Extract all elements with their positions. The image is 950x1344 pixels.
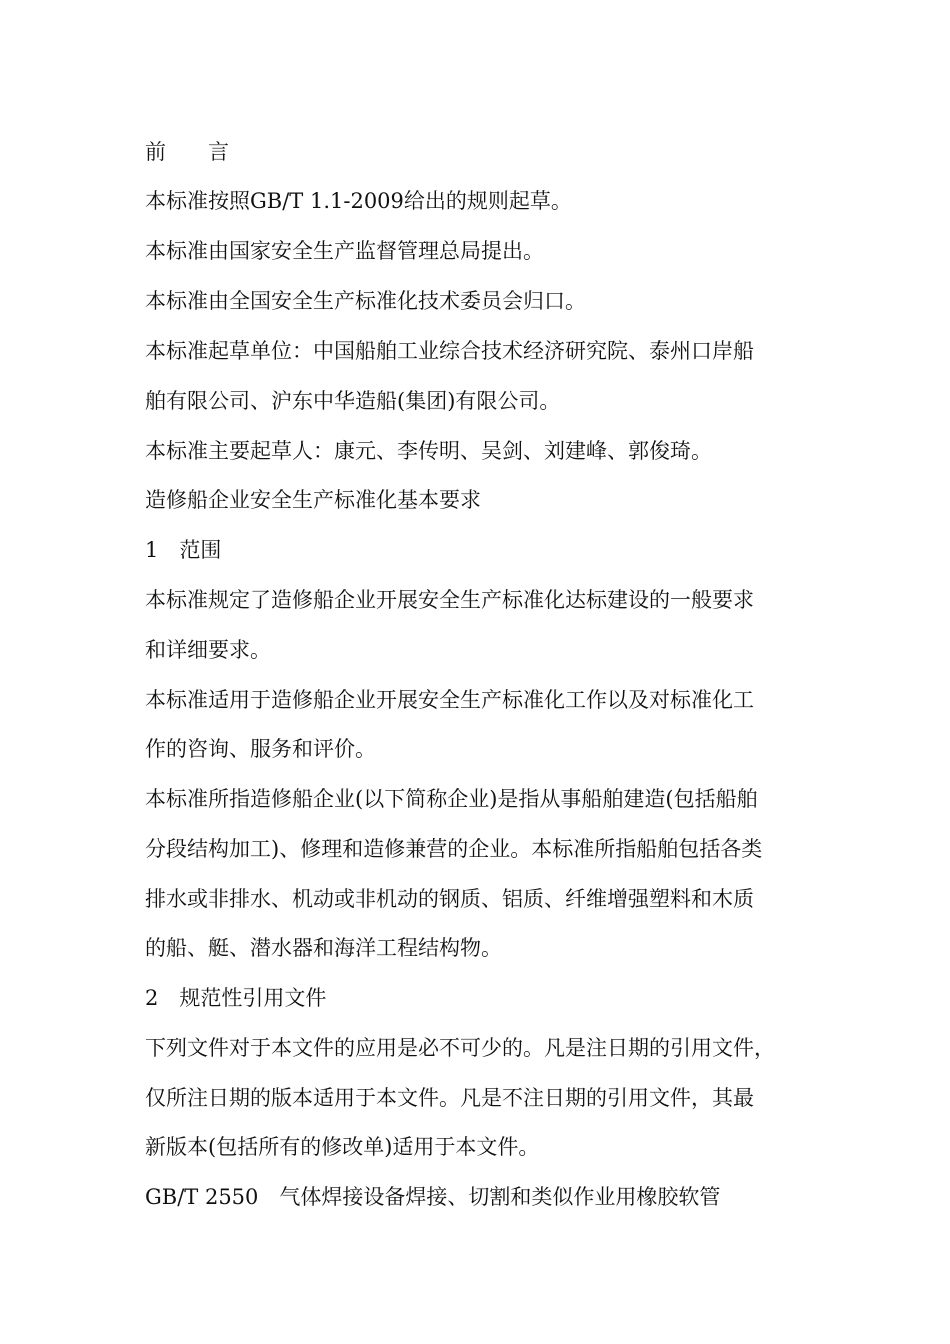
foreword-line-5: 舶有限公司、沪东中华造船(集团)有限公司。	[145, 389, 561, 413]
section-1-line-8: 的船、艇、潜水器和海洋工程结构物。	[145, 936, 502, 960]
foreword-line-3: 本标准由全国安全生产标准化技术委员会归口。	[145, 289, 586, 313]
section-1-heading: 1 范围	[145, 538, 222, 562]
section-2-heading: 2 规范性引用文件	[145, 986, 327, 1010]
section-1-line-6: 分段结构加工)、修理和造修兼营的企业。本标准所指船舶包括各类	[145, 837, 763, 861]
section-1-line-7: 排水或非排水、机动或非机动的钢质、铝质、纤维增强塑料和木质	[145, 887, 754, 911]
section-2-line-1: 下列文件对于本文件的应用是必不可少的。凡是注日期的引用文件，	[145, 1036, 775, 1060]
foreword-line-2: 本标准由国家安全生产监督管理总局提出。	[145, 239, 544, 263]
section-2-line-4: GB/T 2550 气体焊接设备焊接、切割和类似作业用橡胶软管	[145, 1185, 721, 1209]
foreword-line-1: 本标准按照GB/T 1.1-2009给出的规则起草。	[145, 189, 572, 213]
section-1-line-3: 本标准适用于造修船企业开展安全生产标准化工作以及对标准化工	[145, 688, 754, 712]
section-2-line-2: 仅所注日期的版本适用于本文件。凡是不注日期的引用文件，其最	[145, 1086, 754, 1110]
section-1-line-5: 本标准所指造修船企业(以下简称企业)是指从事船舶建造(包括船舶	[145, 787, 758, 811]
foreword-line-6: 本标准主要起草人：康元、李传明、吴剑、刘建峰、郭俊琦。	[145, 439, 712, 463]
section-1-line-1: 本标准规定了造修船企业开展安全生产标准化达标建设的一般要求	[145, 588, 754, 612]
document-title: 造修船企业安全生产标准化基本要求	[145, 488, 481, 512]
foreword-line-4: 本标准起草单位：中国船舶工业综合技术经济研究院、泰州口岸船	[145, 339, 754, 363]
section-2-line-3: 新版本(包括所有的修改单)适用于本文件。	[145, 1135, 540, 1159]
section-1-line-2: 和详细要求。	[145, 638, 271, 662]
section-1-line-4: 作的咨询、服务和评价。	[145, 737, 376, 761]
foreword-heading: 前 言	[145, 140, 229, 164]
